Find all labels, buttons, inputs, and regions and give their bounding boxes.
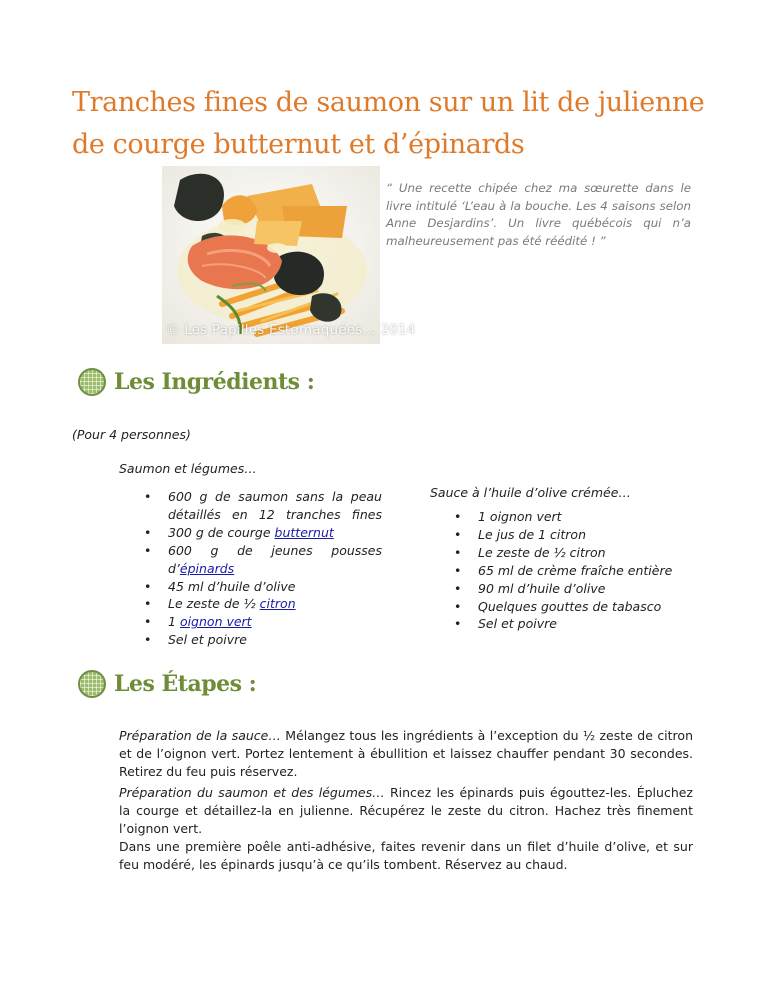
recipe-photo bbox=[162, 166, 416, 344]
list-item bbox=[142, 488, 382, 524]
steps-heading bbox=[78, 670, 256, 698]
ingredient-text: Le jus de 1 citron bbox=[478, 526, 586, 542]
ingredient-text: 600 g de jeunes pousses d’ bbox=[168, 542, 382, 576]
photo-watermark: © Les Papilles Estomaquées... 2014 bbox=[166, 322, 416, 338]
step-paragraph-1 bbox=[119, 727, 693, 781]
list-item bbox=[452, 544, 702, 562]
step-lead: Préparation de la sauce… bbox=[119, 728, 281, 743]
link-butternut[interactable]: butternut bbox=[274, 524, 334, 540]
ingredient-text: 90 ml d’huile d’olive bbox=[478, 580, 606, 596]
list-item bbox=[452, 580, 702, 598]
step-text: Rincez les épinards puis égouttez-les. Épluchez la courge et détaillez-la en julienne. Récupérez le zeste du citron. Hachez très finement l’oignon vert. bbox=[119, 785, 693, 836]
intro-quote: “ Une recette chipée chez ma sœurette dans le livre intitulé ‘L’eau à la bouche. Les 4 saisons selon Anne Desjardins’. Un livre québécois qui n’a malheureusement pas été réédité ! ” bbox=[386, 181, 691, 248]
green-plaid-circle-icon bbox=[78, 368, 106, 396]
servings-text: (Pour 4 personnes) bbox=[72, 427, 191, 442]
salmon-dish-image bbox=[162, 166, 380, 344]
ingredient-text: 600 g de saumon sans la peau détaillés en 12 tranches fines bbox=[168, 489, 382, 522]
step-text: Mélangez tous les ingrédients à l’exception du ½ zeste de citron et de l’oignon vert. Portez lentement à ébullition et laissez chauffer pendant 30 secondes. Retirez du feu puis réservez. bbox=[119, 728, 693, 779]
list-item bbox=[452, 615, 702, 633]
list-item bbox=[452, 598, 702, 616]
ingredient-text: 300 g de courge bbox=[168, 524, 275, 540]
ingredient-text: Le zeste de ½ citron bbox=[478, 544, 606, 560]
ingredient-list-sauce bbox=[452, 508, 702, 633]
ingredient-text: Sel et poivre bbox=[478, 616, 557, 632]
ingredient-text: Le zeste de ½ bbox=[168, 596, 260, 612]
list-item bbox=[142, 524, 382, 542]
green-plaid-circle-icon bbox=[78, 670, 106, 698]
list-item bbox=[142, 595, 382, 613]
ingredient-text: 1 oignon vert bbox=[478, 509, 562, 524]
ingredients-heading-label: Les Ingrédients : bbox=[114, 369, 315, 395]
ingredient-text: 65 ml de crème fraîche entière bbox=[478, 562, 673, 578]
step-paragraph-2 bbox=[119, 784, 693, 838]
list-item bbox=[452, 526, 702, 544]
link-citron[interactable]: citron bbox=[259, 596, 296, 612]
ingredient-text: 45 ml d’huile d’olive bbox=[168, 578, 296, 594]
link-epinards[interactable]: épinards bbox=[179, 560, 235, 576]
ingredient-list-salmon bbox=[142, 488, 382, 649]
ingredients-heading bbox=[78, 368, 314, 396]
ingredient-text: Quelques gouttes de tabasco bbox=[478, 598, 662, 614]
steps-heading-label: Les Étapes : bbox=[114, 671, 257, 697]
step-lead: Préparation du saumon et des légumes… bbox=[119, 785, 385, 800]
ingredient-text: Sel et poivre bbox=[168, 632, 247, 648]
list-item bbox=[142, 542, 382, 578]
ingredient-text: 1 bbox=[168, 614, 180, 630]
link-oignon-vert[interactable]: oignon vert bbox=[179, 614, 252, 630]
ingredient-group-title-salmon: Saumon et légumes… bbox=[119, 461, 257, 476]
list-item bbox=[142, 613, 382, 631]
list-item bbox=[452, 562, 702, 580]
step-paragraph-3: Dans une première poêle anti-adhésive, faites revenir dans un filet d’huile d’olive, et sur feu modéré, les épinards jusqu’à ce qu’ils tombent. Réservez au chaud. bbox=[119, 839, 693, 872]
list-item bbox=[452, 508, 702, 526]
list-item bbox=[142, 631, 382, 649]
page-title: Tranches fines de saumon sur un lit de julienne de courge butternut et d’épinards bbox=[72, 87, 705, 160]
list-item bbox=[142, 578, 382, 596]
ingredient-group-title-sauce: Sauce à l’huile d’olive crémée… bbox=[430, 485, 631, 500]
